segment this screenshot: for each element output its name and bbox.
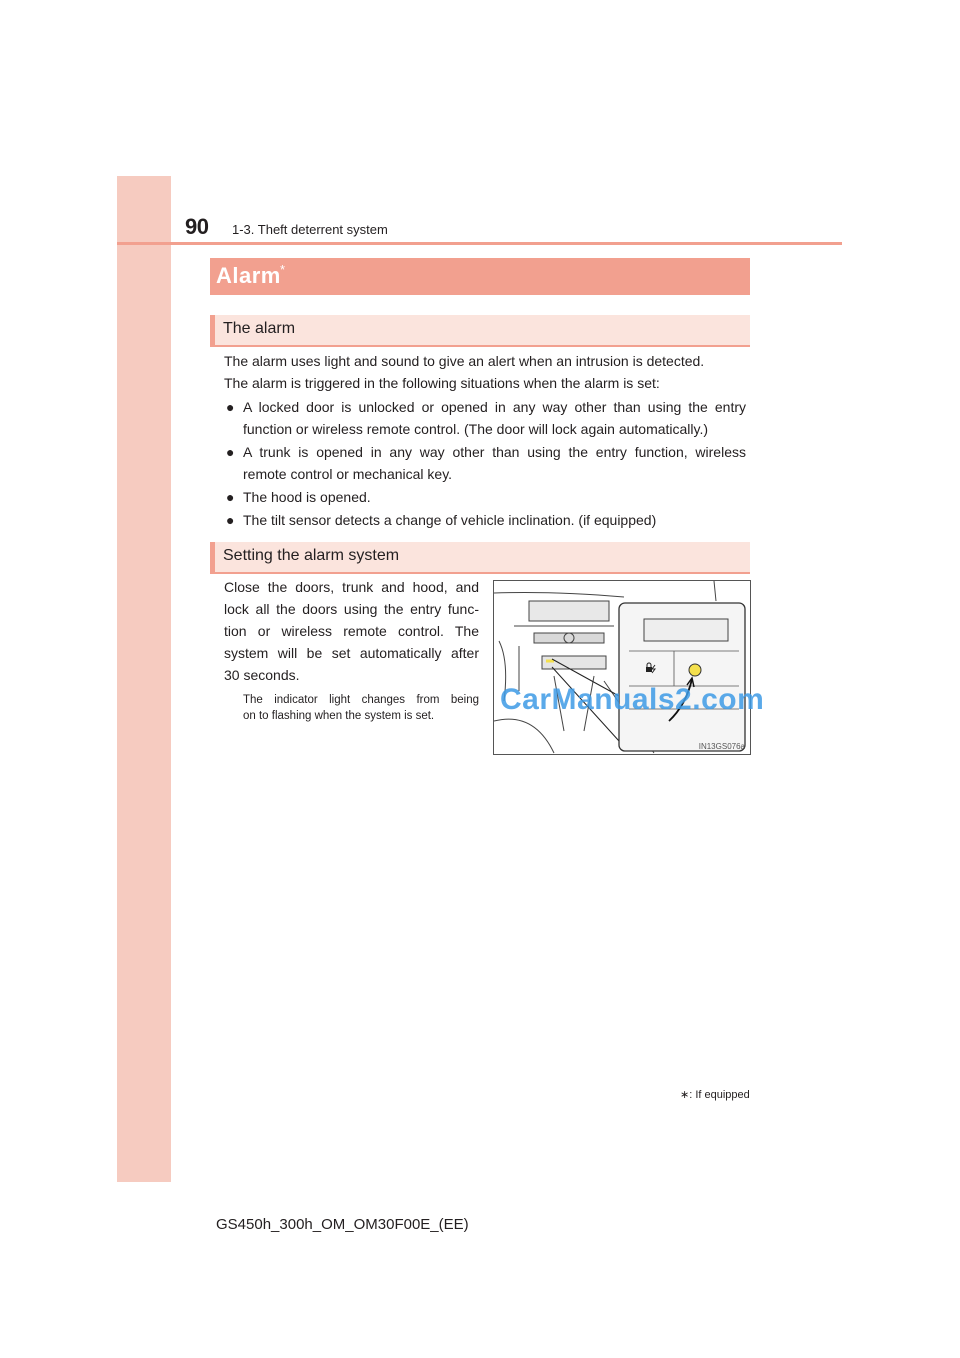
setting-line-4: system will be set automatically after bbox=[224, 645, 479, 661]
bullet-1-line-2: function or wireless remote control. (The door will lock again automatically.) bbox=[243, 421, 709, 437]
subhead-the-alarm-text: The alarm bbox=[223, 320, 296, 337]
watermark: CarManuals2.com bbox=[500, 683, 765, 716]
subhead-setting bbox=[210, 542, 750, 574]
footnote: ∗: If equipped bbox=[680, 1089, 750, 1101]
alarm-title-banner bbox=[210, 258, 750, 295]
bullet-icon: ● bbox=[226, 512, 235, 528]
setting-line-2: lock all the doors using the entry func- bbox=[224, 601, 479, 617]
side-band bbox=[117, 176, 171, 1182]
footer-doc-code: GS450h_300h_OM_OM30F00E_(EE) bbox=[216, 1216, 469, 1233]
alarm-title: Alarm bbox=[216, 263, 281, 288]
dashboard-figure bbox=[493, 580, 751, 755]
note-line-2: on to flashing when the system is set. bbox=[243, 710, 435, 722]
indicator-light bbox=[689, 664, 701, 676]
subhead-setting-text: Setting the alarm system bbox=[223, 547, 400, 564]
dashboard-illustration bbox=[494, 581, 750, 754]
bullet-1-line-1: A locked door is unlocked or opened in any way other than using the entry bbox=[243, 399, 746, 415]
section-title: 1-3. Theft deterrent system bbox=[232, 222, 388, 237]
subhead-bar bbox=[210, 542, 215, 574]
bullet-2-line-2: remote control or mechanical key. bbox=[243, 466, 453, 482]
subhead-bar bbox=[210, 315, 215, 347]
setting-line-3: tion or wireless remote control. The bbox=[224, 623, 479, 639]
figure-code: IN13GS076a bbox=[698, 742, 745, 751]
setting-line-1: Close the doors, trunk and hood, and bbox=[224, 579, 479, 595]
bullet-4-line-1: The tilt sensor detects a change of vehicle inclination. (if equipped) bbox=[243, 512, 657, 528]
header-rule bbox=[117, 242, 842, 245]
note-line-1: The indicator light changes from being bbox=[243, 694, 479, 706]
bullet-2-line-1: A trunk is opened in any way other than using the entry function, wireless bbox=[243, 444, 746, 460]
page-number: 90 bbox=[185, 214, 209, 239]
bullet-icon: ● bbox=[226, 444, 235, 460]
bullet-icon: ● bbox=[226, 489, 235, 505]
intro-text-2: The alarm is triggered in the following situations when the alarm is set: bbox=[224, 375, 660, 391]
bullet-icon: ● bbox=[226, 399, 235, 415]
intro-text-1: The alarm uses light and sound to give an alert when an intrusion is detected. bbox=[224, 353, 705, 369]
bullet-3-line-1: The hood is opened. bbox=[243, 489, 371, 505]
setting-line-5: 30 seconds. bbox=[224, 667, 300, 683]
equipped-mark: * bbox=[280, 262, 286, 277]
subhead-the-alarm bbox=[210, 315, 750, 347]
